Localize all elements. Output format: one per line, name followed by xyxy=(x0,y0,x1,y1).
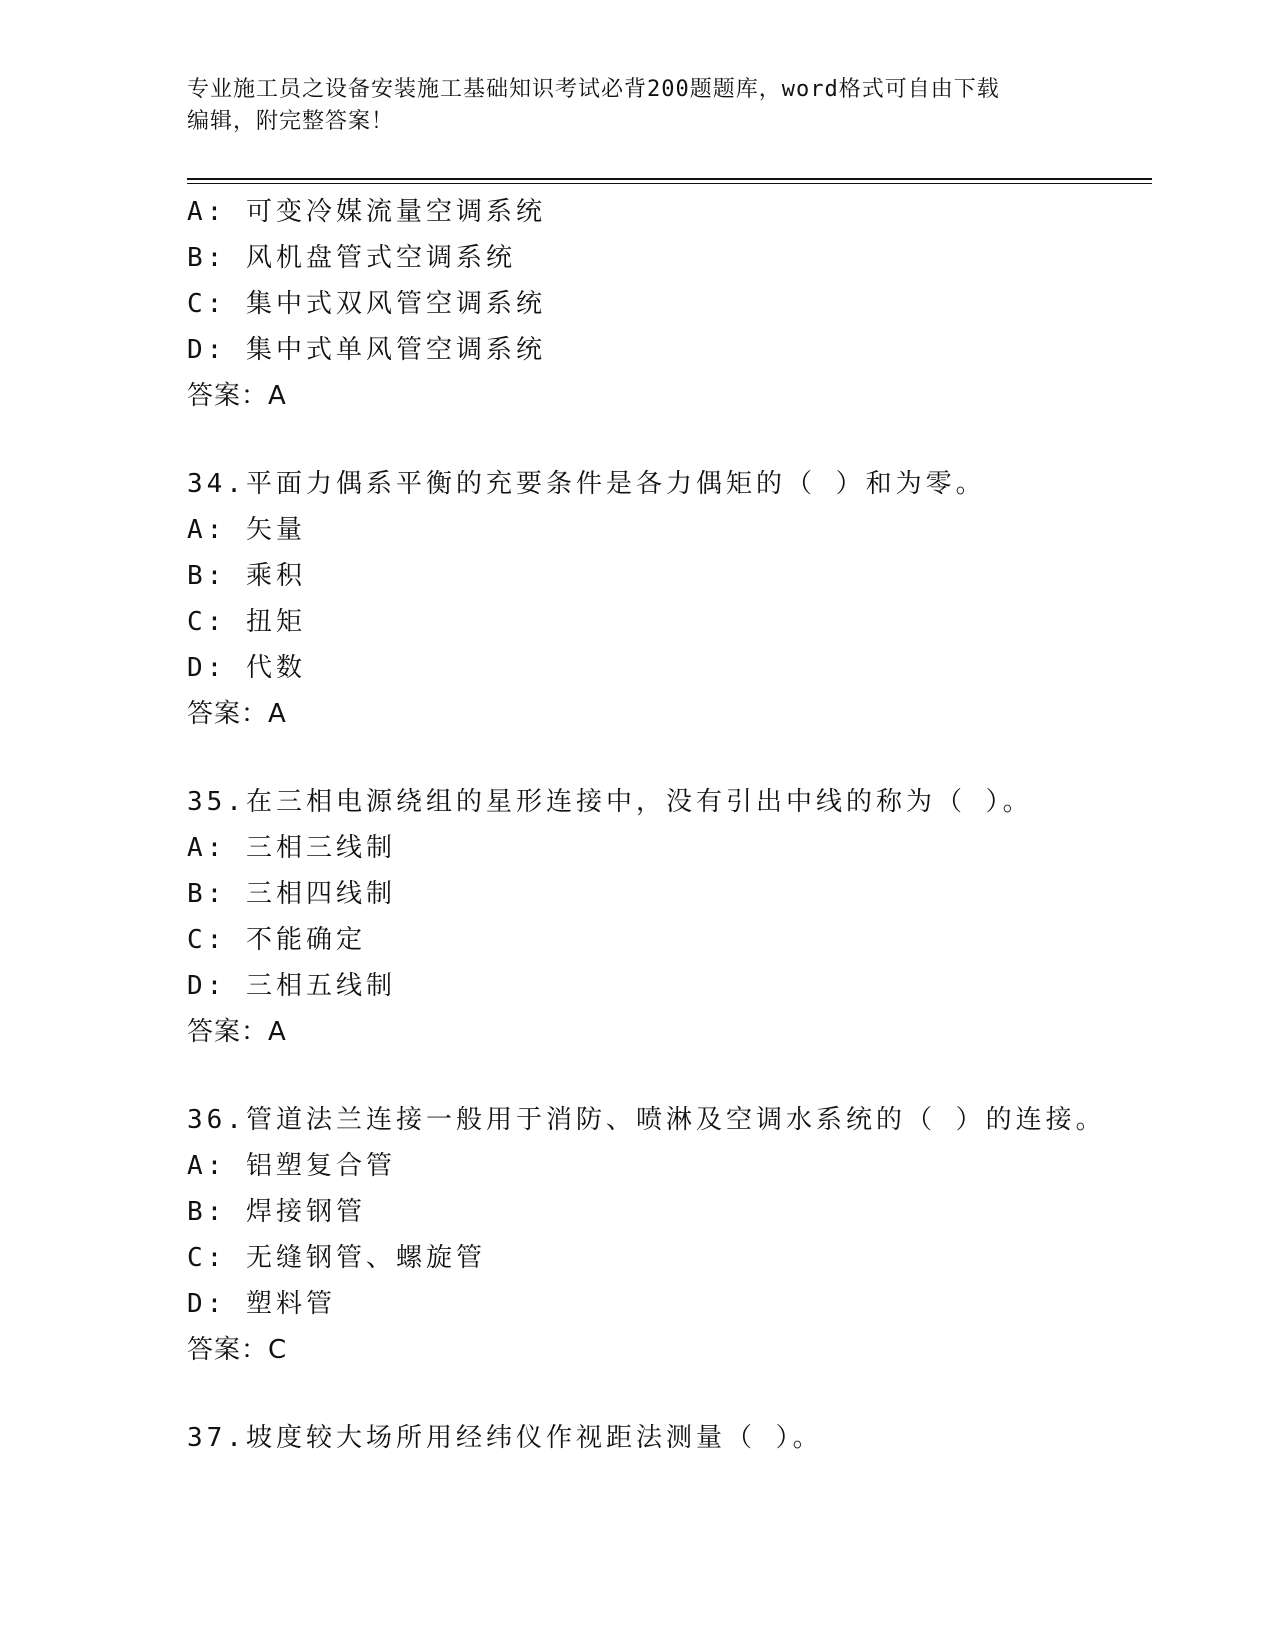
spacer xyxy=(187,1055,1152,1097)
option-a: A: 可变冷媒流量空调系统 xyxy=(187,197,546,227)
spacer xyxy=(187,737,1152,779)
question-block-37 xyxy=(187,1415,1152,1461)
header-title-line-1: 专业施工员之设备安装施工基础知识考试必背200题题库，word格式可自由下载 xyxy=(187,77,1000,102)
option-c: C: 不能确定 xyxy=(187,925,366,955)
option-c: C: 集中式双风管空调系统 xyxy=(187,289,546,319)
question-text: 34.平面力偶系平衡的充要条件是各力偶矩的（ ）和为零。 xyxy=(187,469,986,499)
option-a: A: 三相三线制 xyxy=(187,833,396,863)
option-d: D: 代数 xyxy=(187,653,306,683)
option-b: B: 风机盘管式空调系统 xyxy=(187,243,516,273)
option-c: C: 扭矩 xyxy=(187,607,306,637)
option-d: D: 集中式单风管空调系统 xyxy=(187,335,546,365)
spacer xyxy=(187,419,1152,461)
question-block-33 xyxy=(187,189,1152,419)
answer-line: 答案：C xyxy=(187,1335,288,1365)
option-b: B: 乘积 xyxy=(187,561,306,591)
option-a: A: 矢量 xyxy=(187,515,306,545)
header-divider-thin xyxy=(187,183,1152,184)
answer-line: 答案：A xyxy=(187,699,287,729)
question-list xyxy=(187,189,1152,1461)
option-d: D: 三相五线制 xyxy=(187,971,396,1001)
question-text: 35.在三相电源绕组的星形连接中，没有引出中线的称为（ ）。 xyxy=(187,787,1033,817)
answer-line: 答案：A xyxy=(187,381,287,411)
option-b: B: 焊接钢管 xyxy=(187,1197,366,1227)
question-block-34 xyxy=(187,461,1152,737)
option-b: B: 三相四线制 xyxy=(187,879,396,909)
option-d: D: 塑料管 xyxy=(187,1289,336,1319)
header-title-line-2: 编辑，附完整答案！ xyxy=(187,109,395,134)
answer-line: 答案：A xyxy=(187,1017,287,1047)
spacer xyxy=(187,1373,1152,1415)
question-text: 36.管道法兰连接一般用于消防、喷淋及空调水系统的（ ）的连接。 xyxy=(187,1105,1106,1135)
option-c: C: 无缝钢管、螺旋管 xyxy=(187,1243,486,1273)
option-a: A: 铝塑复合管 xyxy=(187,1151,396,1181)
question-block-36 xyxy=(187,1097,1152,1373)
question-text: 37.坡度较大场所用经纬仪作视距法测量（ ）。 xyxy=(187,1423,823,1453)
document-header xyxy=(187,74,1067,138)
question-block-35 xyxy=(187,779,1152,1055)
header-divider-thick xyxy=(187,178,1152,180)
